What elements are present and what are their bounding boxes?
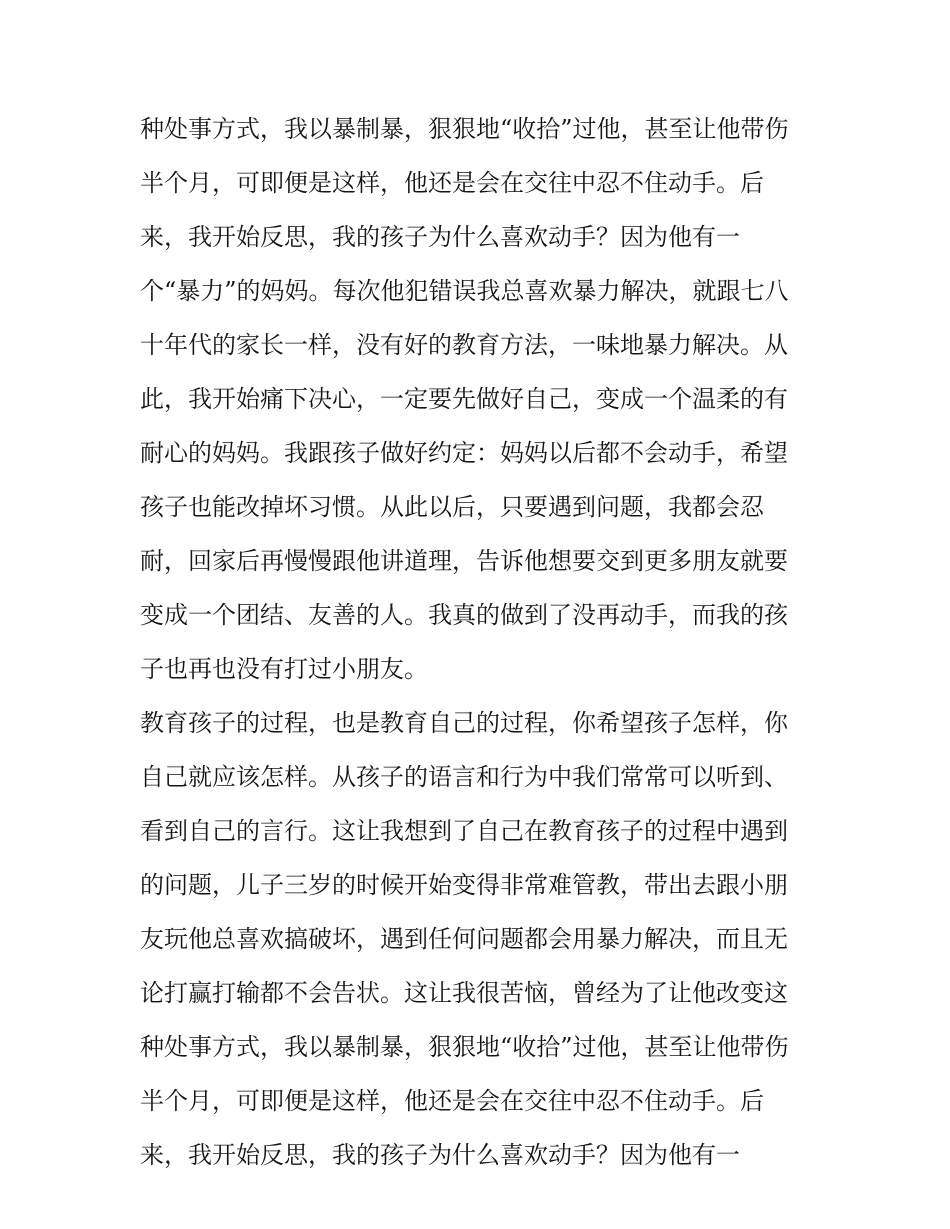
text-line: 此，我开始痛下决心，一定要先做好自己，变成一个温柔的有	[140, 385, 788, 413]
text-line: 孩子也能改掉坏习惯。从此以后，只要遇到问题，我都会忍	[140, 493, 764, 521]
text-line: 的问题，儿子三岁的时候开始变得非常难管教，带出去跟小朋	[140, 871, 788, 899]
text-line: 来，我开始反思，我的孩子为什么喜欢动手？因为他有一	[140, 223, 740, 251]
text-line: 变成一个团结、友善的人。我真的做到了没再动手，而我的孩	[140, 601, 788, 629]
text-line: 耐心的妈妈。我跟孩子做好约定：妈妈以后都不会动手，希望	[140, 439, 788, 467]
text-line: 耐，回家后再慢慢跟他讲道理，告诉他想要交到更多朋友就要	[140, 547, 788, 575]
text-line: 教育孩子的过程，也是教育自己的过程，你希望孩子怎样，你	[140, 709, 788, 737]
document-body	[140, 102, 820, 1182]
text-line: 种处事方式，我以暴制暴，狠狠地“收拾”过他，甚至让他带伤	[140, 1033, 789, 1061]
text-line: 来，我开始反思，我的孩子为什么喜欢动手？因为他有一	[140, 1141, 740, 1169]
text-line: 种处事方式，我以暴制暴，狠狠地“收拾”过他，甚至让他带伤	[140, 115, 789, 143]
text-line: 论打赢打输都不会告状。这让我很苦恼，曾经为了让他改变这	[140, 979, 788, 1007]
text-line: 十年代的家长一样，没有好的教育方法，一味地暴力解决。从	[140, 331, 788, 359]
text-line: 子也再也没有打过小朋友。	[140, 655, 428, 683]
text-line: 半个月，可即便是这样，他还是会在交往中忍不住动手。后	[140, 1087, 764, 1115]
text-line: 自己就应该怎样。从孩子的语言和行为中我们常常可以听到、	[140, 763, 788, 791]
text-line: 友玩他总喜欢搞破坏，遇到任何问题都会用暴力解决，而且无	[140, 925, 788, 953]
text-line: 半个月，可即便是这样，他还是会在交往中忍不住动手。后	[140, 169, 764, 197]
text-line: 个“暴力”的妈妈。每次他犯错误我总喜欢暴力解决，就跟七八	[140, 277, 789, 305]
text-line: 看到自己的言行。这让我想到了自己在教育孩子的过程中遇到	[140, 817, 788, 845]
